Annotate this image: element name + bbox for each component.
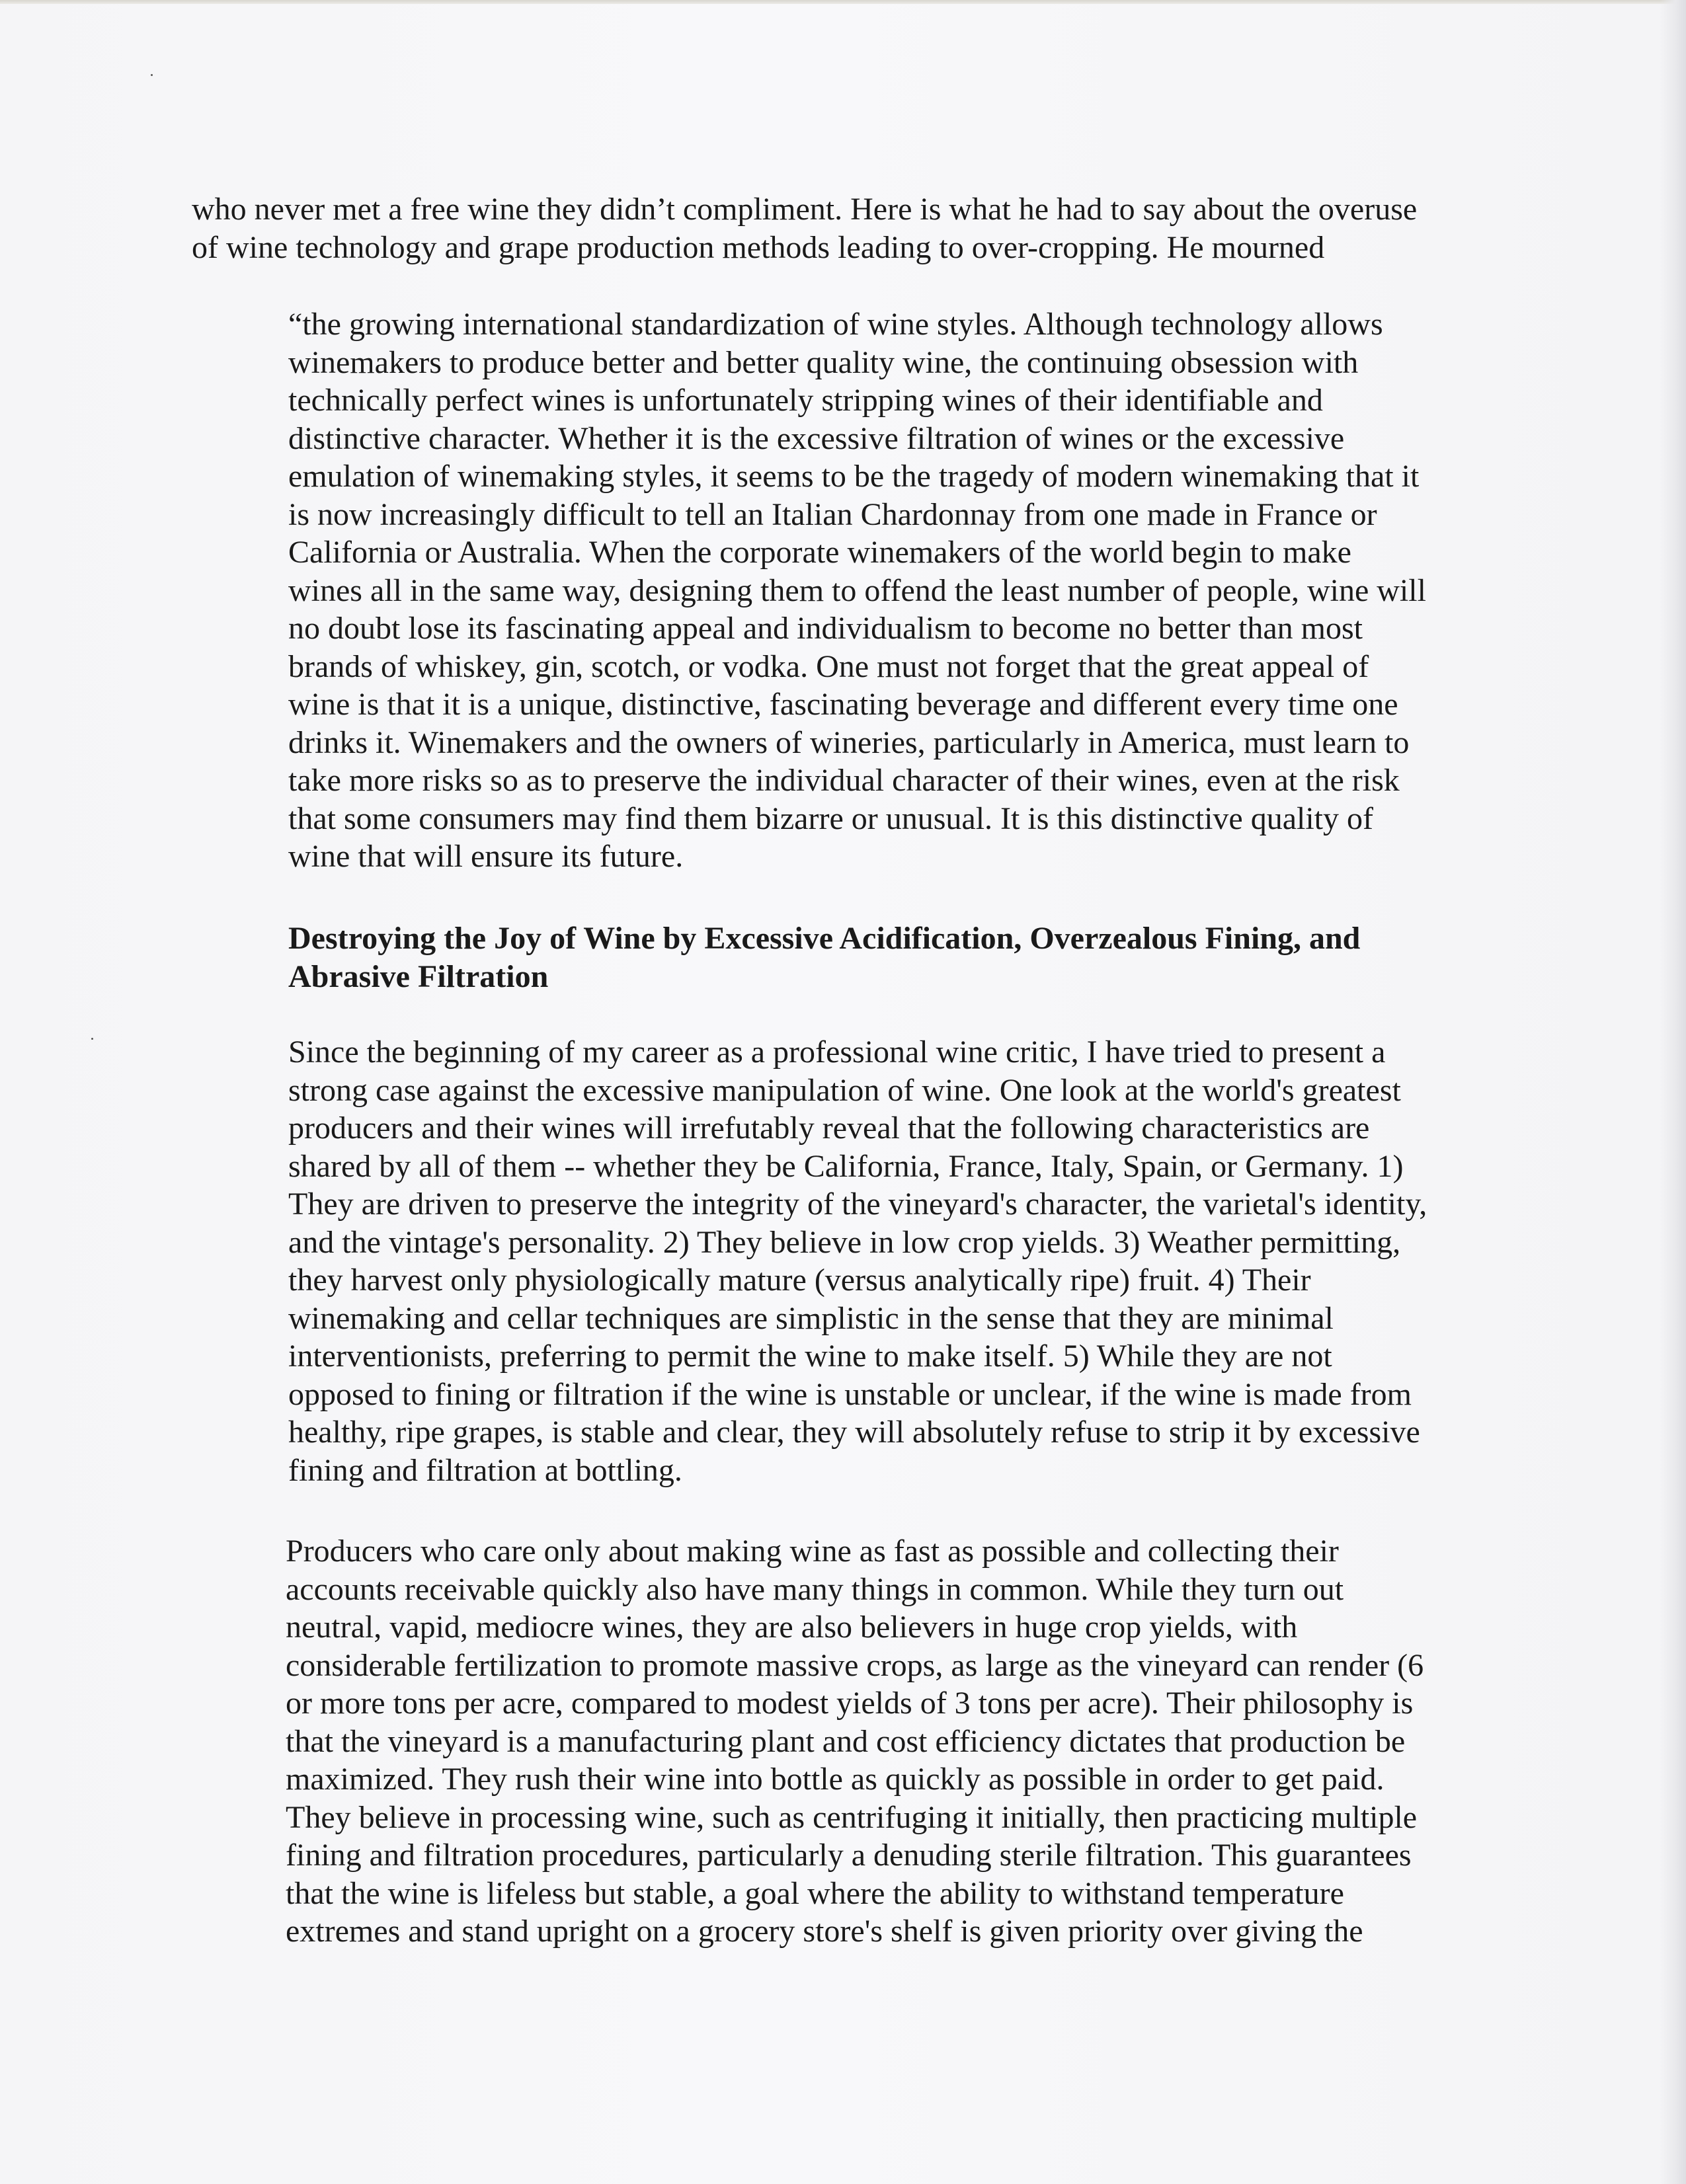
scan-right-edge	[1660, 0, 1686, 2184]
body-paragraph-1: Since the beginning of my career as a professional wine critic, I have tried to present a strong case against the excessive manipulation of wine. One look at the world's greatest producers and their wines will irrefutably reveal that the following characteristics are shared by all of them -- whether they be California, France, Italy, Spain, or Germany. 1) They are driven to preserve the integrity of the vineyard's character, the varietal's identity, and the vintage's personality. 2) They believe in low crop yields. 3) Weather permitting, they harvest only physiologically mature (versus analytically ripe) fruit. 4) Their winemaking and cellar techniques are simplistic in the sense that they are minimal interventionists, preferring to permit the wine to make itself. 5) While they are not opposed to fining or filtration if the wine is unstable or unclear, if the wine is made from healthy, ripe grapes, is stable and clear, they will absolutely refuse to strip it by excessive fining and filtration at bottling.	[288, 1034, 1427, 1488]
scan-speck	[151, 74, 153, 76]
scan-top-edge	[0, 0, 1686, 4]
intro-paragraph: who never met a free wine they didn’t compliment. Here is what he had to say about the overuse of wine technology and grape production methods leading to over-cropping. He mourned	[192, 192, 1418, 265]
section-heading: Destroying the Joy of Wine by Excessive Acidification, Overzealous Fining, and Abrasive Filtration	[288, 921, 1361, 994]
scan-speck	[91, 1038, 93, 1040]
block-quote: “the growing international standardization of wine styles. Although technology allows winemakers to produce better and better quality wine, the continuing obsession with technically perfect wines is unfortunately stripping wines of their identifiable and distinctive character. Whether it is the excessive filtration of wines or the excessive emulation of winemaking styles, it seems to be the tragedy of modern winemaking that it is now increasingly difficult to tell an Italian Chardonnay from one made in France or California or Australia. When the corporate winemakers of the world begin to make wines all in the same way, designing them to offend the least number of people, wine will no doubt lose its fascinating appeal and individualism to become no better than most brands of whiskey, gin, scotch, or vodka. One must not forget that the great appeal of wine is that it is a unique, distinctive, fascinating beverage and different every time one drinks it. Winemakers and the owners of wineries, particularly in America, must learn to take more risks so as to preserve the individual character of their wines, even at the risk that some consumers may find them bizarre or unusual. It is this distinctive quality of wine that will ensure its future.	[288, 307, 1426, 874]
body-paragraph-2: Producers who care only about making wine as fast as possible and collecting their accounts receivable quickly also have many things in common. While they turn out neutral, vapid, mediocre wines, they are also believers in huge crop yields, with considerable fertilization to promote massive crops, as large as the vineyard can render (6 or more tons per acre, compared to modest yields of 3 tons per acre). Their philosophy is that the vineyard is a manufacturing plant and cost efficiency dictates that production be maximized. They rush their wine into bottle as quickly as possible in order to get paid. They believe in processing wine, such as centrifuging it initially, then practicing multiple fining and filtration procedures, particularly a denuding sterile filtration. This guarantees that the wine is lifeless but stable, a goal where the ability to withstand temperature extremes and stand upright on a grocery store's shelf is given priority over giving the	[286, 1534, 1424, 1949]
